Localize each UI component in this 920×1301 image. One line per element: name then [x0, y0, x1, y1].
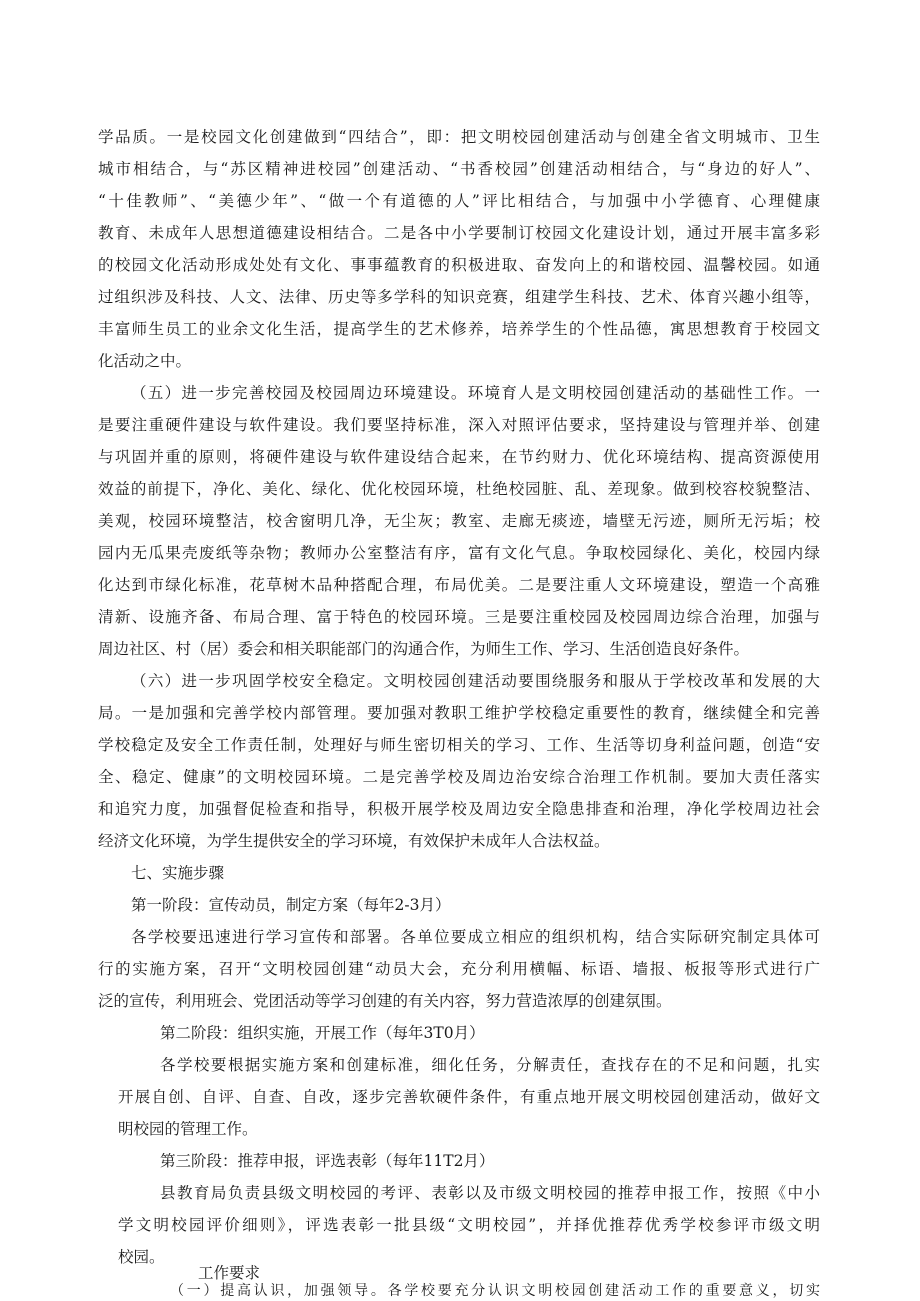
- text-line: 泛的宣传，利用班会、党团活动等学习创建的有关内容，努力营造浓厚的创建氛围。: [98, 992, 672, 1010]
- stage-heading-2: 第二阶段：组织实施，开展工作（每年3T0月）: [160, 1024, 485, 1042]
- text-line: 效益的前提下，净化、美化、绿化、优化校园环境，杜绝校园脏、乱、差现象。做到校容校貌整洁、: [98, 480, 820, 498]
- text-line: 经济文化环境，为学生提供安全的学习环境，有效保护未成年人合法权益。: [98, 832, 610, 850]
- text-line: 丰富师生员工的业余文化生活，提高学生的艺术修养，培养学生的个性品德，寓思想教育于校园文: [98, 320, 820, 338]
- section-heading-requirements: 工作要求: [198, 1264, 261, 1282]
- text-line: 各学校要迅速进行学习宣传和部署。各单位要成立相应的组织机构，结合实际研究制定具体可: [131, 928, 820, 946]
- text-line: 各学校要根据实施方案和创建标准，细化任务，分解责任，查找存在的不足和问题，扎实: [160, 1056, 820, 1074]
- text-line: 城市相结合，与“苏区精神进校园”创建活动、“书香校园”创建活动相结合，与“身边的好人”、: [98, 160, 820, 178]
- text-line: 和追究力度，加强督促检查和指导，积极开展学校及周边安全隐患排查和治理，净化学校周边社会: [98, 800, 820, 818]
- text-line: 过组织涉及科技、人文、法律、历史等多学科的知识竞赛，组建学生科技、艺术、体育兴趣小组等，: [98, 288, 820, 306]
- text-line: 的校园文化活动形成处处有文化、事事蕴教育的积极进取、奋发向上的和谐校园、温馨校园。如通: [98, 256, 820, 274]
- text-line: 学文明校园评价细则》，评选表彰一批县级“文明校园”，并择优推荐优秀学校参评市级文明: [118, 1216, 820, 1234]
- text-line: 化活动之中。: [98, 352, 192, 370]
- text-line: 开展自创、自评、自查、自改，逐步完善软硬件条件，有重点地开展文明校园创建活动，做好文: [118, 1088, 820, 1106]
- text-line: “十佳教师”、“美德少年”、“做一个有道德的人”评比相结合，与加强中小学德育、心理健康: [98, 192, 820, 210]
- text-line: 美观，校园环境整洁，校舍窗明几净，无尘灰；教室、走廊无痰迹，墙壁无污迹，厕所无污垢；校: [98, 512, 820, 530]
- text-line: 校园。: [118, 1248, 165, 1266]
- text-line: 与巩固并重的原则，将硬件建设与软件建设结合起来，在节约财力、优化环境结构、提高资源使用: [98, 448, 820, 466]
- text-line: 局。一是加强和完善学校内部管理。要加强对教职工维护学校稳定重要性的教育，继续健全和完善: [98, 704, 820, 722]
- text-line: 全、稳定、健康”的文明校园环境。二是完善学校及周边治安综合治理工作机制。要加大责任落实: [98, 768, 820, 786]
- text-line: 行的实施方案，召开“文明校园创建“动员大会，充分利用横幅、标语、墙报、板报等形式进行广: [98, 960, 820, 978]
- text-line: 教育、未成年人思想道德建设相结合。二是各中小学要制订校园文化建设计划，通过开展丰富多彩: [98, 224, 820, 242]
- text-line: 清新、设施齐备、布局合理、富于特色的校园环境。三是要注重校园及校园周边综合治理，加强与: [98, 608, 820, 626]
- stage-heading-3: 第三阶段：推荐申报，评选表彰（每年11T2月）: [160, 1152, 495, 1170]
- text-line: 园内无瓜果壳废纸等杂物；教师办公室整洁有序，富有文化气息。争取校园绿化、美化，校园内绿: [98, 544, 820, 562]
- text-line: 学品质。一是校园文化创建做到“四结合”，即：把文明校园创建活动与创建全省文明城市、卫生: [98, 128, 820, 146]
- text-line: 明校园的管理工作。: [118, 1120, 258, 1138]
- text-line: （一）提高认识，加强领导。各学校要充分认识文明校园创建活动工作的重要意义，切实: [170, 1283, 820, 1299]
- text-line: 周边社区、村（居）委会和相关职能部门的沟通合作，为师生工作、学习、生活创造良好条件。: [98, 640, 750, 658]
- text-line: 化达到市绿化标准，花草树木品种搭配合理，布局优美。二是要注重人文环境建设，塑造一个高雅: [98, 576, 820, 594]
- text-line: 学校稳定及安全工作责任制，处理好与师生密切相关的学习、工作、生活等切身利益问题，创造“安: [98, 736, 820, 754]
- text-line: 是要注重硬件建设与软件建设。我们要坚持标准，深入对照评估要求，坚持建设与管理并举、创建: [98, 416, 820, 434]
- text-line: （五）进一步完善校园及校园周边环境建设。环境育人是文明校园创建活动的基础性工作。一: [131, 384, 820, 402]
- text-line: （六）进一步巩固学校安全稳定。文明校园创建活动要围绕服务和服从于学校改革和发展的大: [131, 672, 820, 690]
- text-line: 县教育局负责县级文明校园的考评、表彰以及市级文明校园的推荐申报工作，按照《中小: [160, 1184, 820, 1202]
- section-heading-steps: 七、实施步骤: [131, 864, 225, 882]
- stage-heading-1: 第一阶段：宣传动员，制定方案（每年2-3月）: [131, 896, 451, 914]
